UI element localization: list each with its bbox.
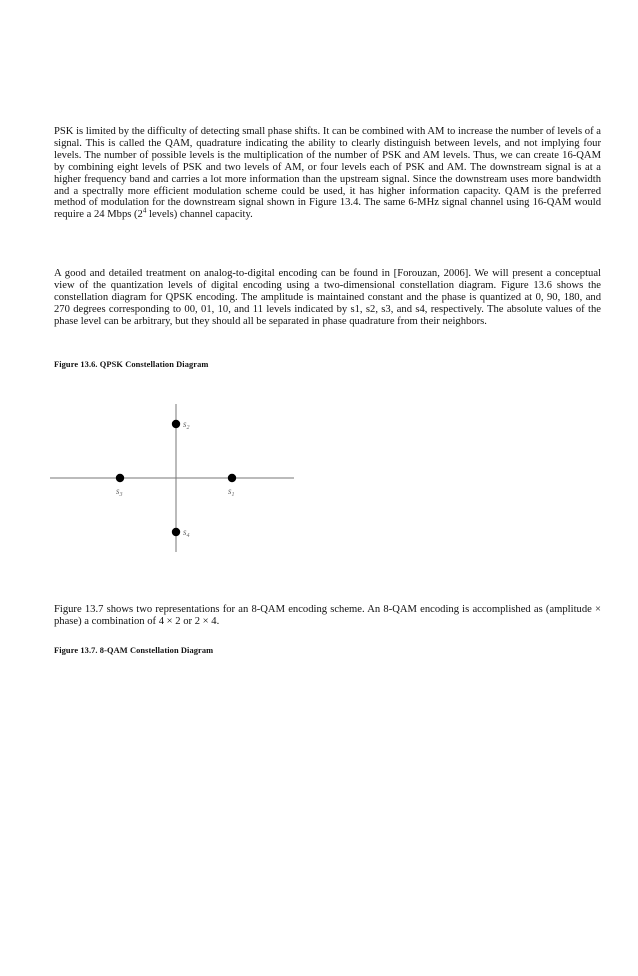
paragraph-constellation-intro: A good and detailed treatment on analog-to-digital encoding can be found in [Forouzan, 2006]. We will present a conceptual view of the quantization levels of digital encoding using a two-dimensional constellation diagram. Figure 13.6 shows the constellation diagram for QPSK encoding. The amplitude is maintained constant and the phase is quantized at 0, 90, 180, and 270 degrees corresponding to 00, 01, 10, and 11 levels indicated by s1, s2, s3, and s4, respectively. The absolute values of the phase level can be arbitrary, but they should all be separated in phase quadrature from their neighbors.: [54, 268, 601, 327]
constellation-label-s2: $s_2$: [183, 419, 190, 431]
superscript-exponent: 4: [142, 206, 147, 215]
qpsk-constellation-diagram: [50, 400, 310, 560]
paragraph-qam-intro-end: levels) channel capacity.: [146, 209, 253, 221]
constellation-label-s4: $s_4$: [183, 527, 190, 539]
constellation-label-s3: $s_3$: [116, 486, 123, 498]
paragraph-8qam: Figure 13.7 shows two representations for an 8-QAM encoding scheme. An 8-QAM encoding is accomplished as (amplitude × phase) a combination of 4 × 2 or 2 × 4.: [54, 604, 601, 627]
paragraph-qam-intro-text: PSK is limited by the difficulty of detecting small phase shifts. It can be combined with AM to increase the number of levels of a signal. This is called the QAM, quadrature indicating the ability to clearly distinguish between levels, and not implying four levels. The number of possible levels is the multiplication of the number of PSK and AM levels. Thus, we can create 16-QAM by combining eight levels of PSK and two levels of AM, or four levels each of PSK and AM. The downstream signal is at a higher frequency band and carries a lot more information than the upstream signal. Since the downstream uses more bandwidth and a spectrally more efficient modulation scheme could be used, it has higher information capacity. QAM is the preferred method of modulation for the downstream signal shown in Figure 13.4. The same 6-MHz signal channel using 16-QAM would require a 24 Mbps (2: [54, 126, 601, 221]
figure-13-6-caption: Figure 13.6. QPSK Constellation Diagram: [54, 360, 209, 369]
paragraph-qam-intro: [54, 126, 601, 221]
constellation-point-s4: [172, 528, 180, 536]
constellation-point-s1: [228, 474, 236, 482]
figure-13-7-caption: Figure 13.7. 8-QAM Constellation Diagram: [54, 646, 214, 655]
constellation-label-s1: $s_1$: [228, 486, 235, 498]
constellation-point-s2: [172, 420, 180, 428]
constellation-point-s3: [116, 474, 124, 482]
